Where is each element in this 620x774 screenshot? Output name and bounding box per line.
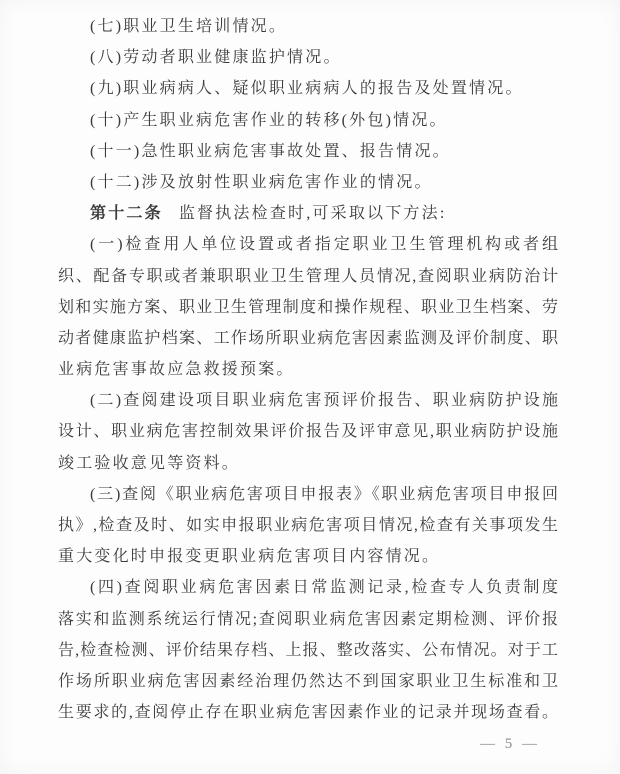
- text-line: (四)查阅职业病危害因素日常监测记录,检查专人负责制度: [90, 579, 558, 597]
- text-line: (十)产生职业病危害作业的转移(外包)情况。: [90, 111, 448, 129]
- text-line: (九)职业病病人、疑似职业病病人的报告及处置情况。: [90, 80, 524, 98]
- text-line: 落实和监测系统运行情况;查阅职业病危害因素定期检测、评价报: [58, 610, 558, 628]
- text-line: (七)职业卫生培训情况。: [90, 18, 288, 35]
- text-line: 业病危害事故应急救援预案。: [58, 361, 295, 379]
- article-text: 监督执法检查时,可采取以下方法:: [178, 205, 447, 223]
- text-line: 划和实施方案、职业卫生管理制度和操作规程、职业卫生档案、劳: [58, 298, 558, 316]
- text-line: 动者健康监护档案、工作场所职业病危害因素监测及评价制度、职: [58, 329, 558, 347]
- text-line: (二)查阅建设项目职业病危害预评价报告、职业病防护设施: [90, 392, 558, 410]
- text-line: (八)劳动者职业健康监护情况。: [90, 49, 342, 67]
- text-line: 织、配备专职或者兼职职业卫生管理人员情况,查阅职业病防治计: [58, 267, 558, 285]
- text-line: (三)查阅《职业病危害项目申报表》《职业病危害项目申报回: [90, 485, 558, 503]
- article-number: 第十二条: [90, 205, 163, 223]
- text-line: 生要求的,查阅停止存在职业病危害因素作业的记录并现场查看。: [58, 704, 558, 722]
- text-line: 作场所职业病危害因素经治理仍然达不到国家职业卫生标准和卫: [58, 672, 558, 690]
- document-body: [58, 11, 558, 728]
- article-heading: [58, 198, 558, 229]
- text-line: 告,检查检测、评价结果存档、上报、整改落实、公布情况。对于工: [58, 641, 558, 659]
- text-line: 设计、职业病危害控制效果评价报告及评审意见,职业病防护设施: [58, 423, 558, 441]
- text-line: 竣工验收意见等资料。: [58, 454, 241, 472]
- text-line: (十二)涉及放射性职业病危害作业的情况。: [90, 173, 433, 191]
- text-line: 执》,检查及时、如实申报职业病危害项目情况,检查有关事项发生: [58, 517, 558, 534]
- page-number: — 5 —: [480, 736, 540, 752]
- text-line: (十一)急性职业病危害事故处置、报告情况。: [90, 142, 451, 160]
- text-line: 重大变化时申报变更职业病危害项目内容情况。: [58, 548, 441, 566]
- text-line: (一)检查用人单位设置或者指定职业卫生管理机构或者组: [90, 236, 558, 254]
